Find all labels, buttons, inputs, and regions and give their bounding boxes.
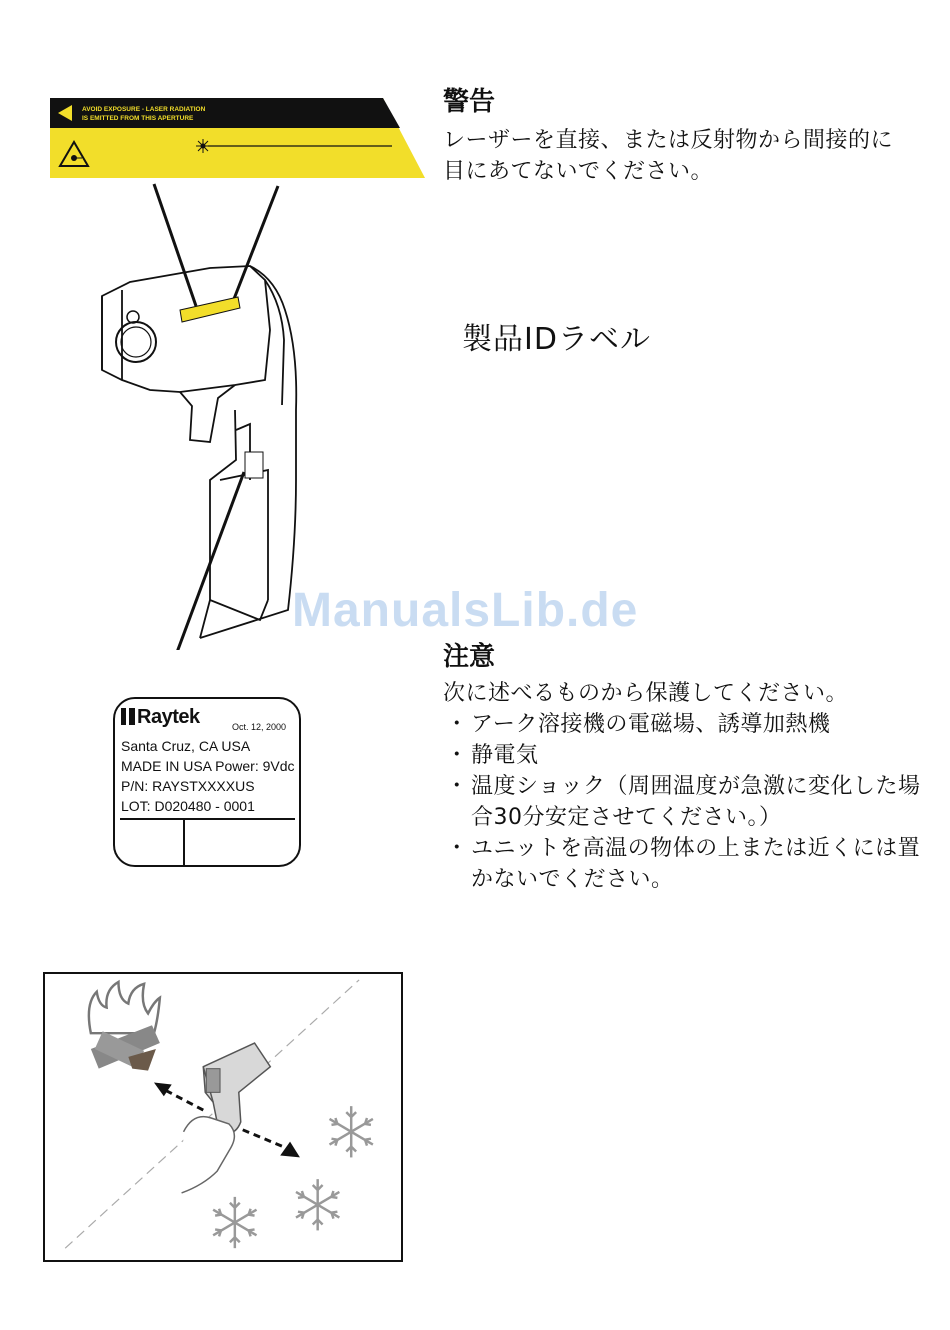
raytek-logo [121, 707, 200, 727]
fire-icon [89, 982, 160, 1071]
bullet: ・ [445, 836, 469, 861]
list-item [443, 740, 923, 771]
laser-label-line2: IS EMITTED FROM THIS APERTURE [82, 115, 194, 122]
caution-item-text: 静電気 [471, 743, 539, 768]
caution-item-text: アーク溶接機の電磁場、誘導加熱機 [471, 712, 831, 737]
snowflake-icon [213, 1197, 256, 1248]
caution-list [443, 709, 923, 895]
thermometer-illustration [60, 180, 390, 650]
caution-item-text: 温度ショック（周囲温度が急激に変化した場合30分安定させてください。） [471, 774, 921, 830]
caution-heading: 注意 [443, 642, 496, 672]
laser-label-line1: AVOID EXPOSURE - LASER RADIATION [82, 106, 206, 113]
caution-intro: 次に述べるものから保護してください。 [443, 681, 849, 706]
product-id-label [113, 697, 301, 867]
arrow-hot-icon [154, 1082, 203, 1110]
label-divider [120, 818, 295, 820]
arrow-cold-icon [243, 1130, 300, 1158]
list-item [443, 771, 923, 833]
warning-text: レーザーを直接、または反射物から間接的に目にあてないでください。 [443, 128, 894, 184]
temperature-shock-illustration [43, 972, 403, 1262]
watermark: ManualsLib.de [292, 584, 639, 637]
bullet: ・ [445, 712, 469, 737]
label-lot-number: LOT: D020480 - 0001 [121, 798, 255, 814]
warning-heading: 警告 [443, 87, 496, 117]
label-part-number: P/N: RAYSTXXXXUS [121, 778, 255, 794]
label-vertical-divider [183, 818, 185, 865]
brand-name: Raytek [137, 706, 200, 728]
bullet: ・ [445, 774, 469, 799]
caution-item-text: ユニットを高温の物体の上または近くには置かないでください。 [471, 836, 921, 892]
raytek-logo-mark-icon [121, 708, 135, 725]
label-made-power: MADE IN USA Power: 9Vdc [121, 758, 295, 774]
list-item [443, 709, 923, 740]
label-date: Oct. 12, 2000 [232, 722, 287, 732]
snowflake-icon [330, 1106, 373, 1157]
snowflake-icon [296, 1179, 339, 1230]
label-location: Santa Cruz, CA USA [121, 738, 251, 754]
list-item [443, 833, 923, 895]
thermometer-gun-icon [182, 1043, 271, 1193]
product-id-caption: 製品IDラベル [462, 322, 651, 357]
bullet: ・ [445, 743, 469, 768]
laser-warning-label [50, 98, 425, 178]
